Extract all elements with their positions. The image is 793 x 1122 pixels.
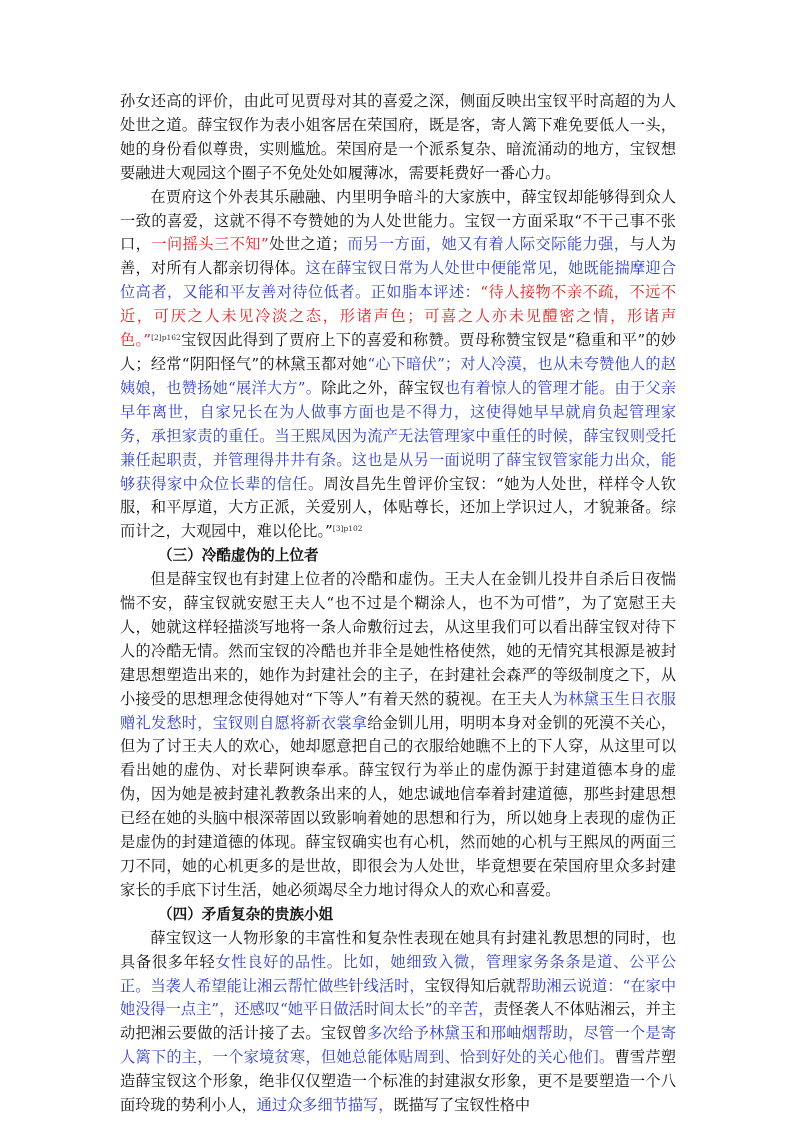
- text-run: 既描写了宝钗性格中: [393, 1096, 531, 1115]
- text-run: 一问摇头三不知”: [151, 235, 269, 254]
- text-run: 为林黛玉生日衣服赠礼发愁时，宝钗则自愿将新衣裳拿: [120, 689, 676, 732]
- text-run: 但是薛宝钗也有封建上位者的冷酷和虚伪。王夫人在金钏儿投井自杀后日夜惴惴不安，薛宝钗就安慰王夫人“也不过是个糊涂人，也不为可惜”，为了宽慰王夫人，她就这样轻描淡写地将一条人命敷衍过去，从这里我们可以看出薛宝钗对待下人的冷酷无情。然而宝钗的冷酷也并非全是她性格使然，她的无情究其根源是被封建思想塑造出来的，她作为封建社会的主子，在封建社会森严的等级制度之下，从小接受的思想理念使得她对“下等人”有着天然的藐视。在王夫人: [120, 570, 676, 708]
- text-run: 通过众多细节描写，: [256, 1096, 394, 1115]
- section-heading-3: （三）冷酷虚伪的上位者: [158, 547, 319, 565]
- document-page: [120, 90, 676, 1118]
- paragraph-2: [120, 186, 676, 545]
- text-run: 宝钗得知后就: [424, 976, 516, 995]
- text-run: 孙女还高的评价，由此可见贾母对其的喜爱之深，侧面反映出宝钗平时高超的为人处世之道。薛宝钗作为表小姐客居在荣国府，既是客，寄人篱下难免要低人一头，她的身份看似尊贵，实则尴尬。荣国府是一个派系复杂、暗流涌动的地方，宝钗想要融进大观园这个圈子不免处处如履薄冰，需要耗费好一番心力。: [120, 92, 676, 182]
- text-run: 多次给予林黛玉和邢岫烟帮助，尽管一个是寄人篱下的主，一个家境贫寒，但她总能体贴周到、恰到好处的关心他们。: [120, 1024, 677, 1067]
- text-run: 除此之外，薛宝钗: [321, 378, 445, 397]
- text-run: 宝钗因此得到了贾府上下的喜爱和称赞。贾母称赞宝钗是“稳重和平”的妙人；经常“阴阳怪气”的林黛玉都对她: [120, 331, 676, 373]
- paragraph-3: [120, 568, 676, 903]
- paragraph-4: [120, 927, 676, 1118]
- text-run: 给金钏儿用，明明本身对金钏的死漠不关心，但为了讨王夫人的欢心，她却愿意把自己的衣服给她瞧不上的下人穿，从这里可以看出她的虚伪、对长辈阿谀奉承。薛宝钗行为举止的虚伪源于封建道德本身的虚伪，因为她是被封建礼教教条出来的人，她忠诚地信奉着封建道德，那些封建思想已经在她的头脑中根深蒂固以致影响着她的思想和行为，所以她身上表现的虚伪正是虚伪的封建道德的体现。薛宝钗确实也有心机，然而她的心机与王熙凤的两面三刀不同，她的心机更多的是世故，即很会为人处世，毕竟想要在荣国府里众多封建家长的手底下讨生活，她必须竭尽全力地讨得众人的欢心和喜爱。: [120, 713, 677, 899]
- text-run: 这在薛宝钗日常为人处世中便能常见，她既能揣摩迎合位高者，又能和平友善对待位低者。正如脂本评述：: [120, 259, 677, 302]
- text-run: 帮助湘云说道：“在家中她没得一点主”，还感叹“她平日做活时间太长”的辛苦，: [120, 976, 677, 1019]
- text-run: “心下暗伏”；对人冷漠，也从未夸赞他人的赵姨娘，也赞扬她“展洋大方”。: [120, 354, 677, 397]
- text-run: 薛宝钗这一人物形象的丰富性和复杂性表现在她具有封建礼教思想的同时，也具备很多年轻: [120, 928, 676, 971]
- text-run: 曹雪芹塑造薛宝钗这个形象，绝非仅仅塑造一个标准的封建淑女形象，更不是要塑造一个八面玲珑的势利小人，: [120, 1048, 677, 1115]
- section-heading-4: （四）矛盾复杂的贵族小姐: [158, 905, 334, 923]
- citation-ref: [2]p162: [151, 333, 181, 343]
- text-run: 处世之道；: [268, 235, 348, 254]
- paragraph-1: [120, 90, 676, 186]
- citation-ref: [3]p102: [332, 524, 363, 534]
- text-run: 责怪袭人不体贴湘云，并主动把湘云要做的活计接了去。宝钗曾: [120, 1000, 677, 1043]
- text-run: 与人为善，对所有人都亲切得体。: [120, 235, 677, 278]
- text-run: 女性良好的品性。比如，她细致入微，管理家务条条是道、公平公正。当袭人希望能让湘云帮忙做些针线活时，: [120, 952, 676, 995]
- text-run: 在贾府这个外表其乐融融、内里明争暗斗的大家族中，薛宝钗却能够得到众人一致的喜爱，这就不得不夸赞她的为人处世能力。宝钗一方面采取“不干己事不张口，: [120, 187, 676, 254]
- text-run: “待人接物不亲不疏，不远不近，可厌之人未见冷淡之态，形诸声色；可喜之人亦未见醴密之情，形诸声色。”: [120, 283, 677, 350]
- text-run: 也有着惊人的管理才能。由于父亲早年离世，自家兄长在为人做事方面也是不得力，这使得她早早就肩负起管理家务，承担家责的重任。当王熙凤因为流产无法管理家中重任的时候，薛宝钗则受托兼任起职责，并管理得井井有条。这也是从另一面说明了薛宝钗管家能力出众，能够获得家中众位长辈的信任。: [120, 378, 677, 493]
- text-run: 而另一方面，她又有着人际交际能力强，: [347, 235, 630, 254]
- text-run: 周汝昌先生曾评价宝钗：“她为人处世，样样令人钦服，和平厚道，大方正派，关爱别人，体贴尊长，还加上学识过人，才貌兼备。综而计之，大观园中，难以伦比。”: [120, 474, 677, 541]
